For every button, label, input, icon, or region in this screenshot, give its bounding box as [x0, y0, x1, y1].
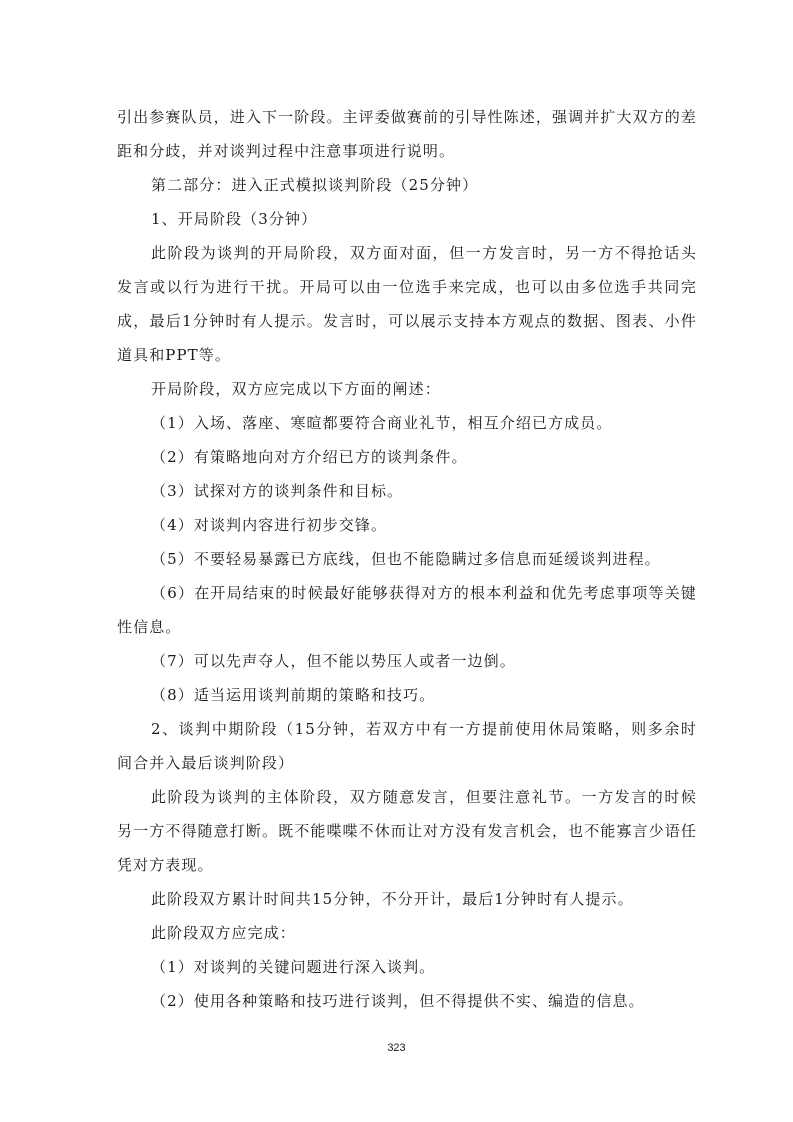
paragraph-continuation: 引出参赛队员，进入下一阶段。主评委做赛前的引导性陈述，强调并扩大双方的差距和分歧，并对谈判过程中注意事项进行说明。: [117, 108, 697, 160]
list-item: （1）对谈判的关键问题进行深入谈判。: [151, 958, 436, 976]
list-item: （7）可以先声夺人，但不能以势压人或者一边倒。: [151, 652, 516, 670]
paragraph-middle-requirements: 此阶段双方应完成：: [151, 924, 296, 942]
paragraph-middle-description: 此阶段为谈判的主体阶段，双方随意发言，但要注意礼节。一方发言的时候另一方不得随意打断。既不能喋喋不休而让对方没有发言机会，也不能寡言少语任凭对方表现。: [117, 788, 697, 874]
list-item: （8）适当运用谈判前期的策略和技巧。: [151, 686, 436, 704]
list-item: （2）使用各种策略和技巧进行谈判，但不得提供不实、编造的信息。: [151, 992, 645, 1010]
paragraph-opening-description: 此阶段为谈判的开局阶段，双方面对面，但一方发言时，另一方不得抢话头发言或以行为进行干扰。开局可以由一位选手来完成，也可以由多位选手共同完成，最后1分钟时有人提示。发言时，可以展示支持本方观点的数据、图表、小件道具和PPT等。: [117, 244, 697, 364]
paragraph-middle-timing: 此阶段双方累计时间共15分钟，不分开计，最后1分钟时有人提示。: [151, 890, 634, 908]
list-item: （2）有策略地向对方介绍已方的谈判条件。: [151, 448, 468, 466]
list-item: （6）在开局结束的时候最好能够获得对方的根本利益和优先考虑事项等关键性信息。: [117, 584, 697, 636]
section-heading-part-two: 第二部分：进入正式模拟谈判阶段（25分钟）: [151, 176, 479, 194]
list-item: （4）对谈判内容进行初步交锋。: [151, 516, 388, 534]
list-item: （5）不要轻易暴露已方底线，但也不能隐瞒过多信息而延缓谈判进程。: [151, 550, 661, 568]
document-body: [117, 100, 697, 1018]
paragraph-opening-requirements: 开局阶段，双方应完成以下方面的阐述：: [151, 380, 441, 398]
subsection-heading-opening: 1、开局阶段（3分钟）: [151, 210, 318, 228]
subsection-heading-middle: 2、谈判中期阶段（15分钟，若双方中有一方提前使用休局策略，则多余时间合并入最后谈判阶段）: [117, 720, 697, 772]
list-item: （1）入场、落座、寒暄都要符合商业礼节，相互介绍已方成员。: [151, 414, 613, 432]
list-item: （3）试探对方的谈判条件和目标。: [151, 482, 404, 500]
page-number: 323: [387, 1042, 406, 1054]
